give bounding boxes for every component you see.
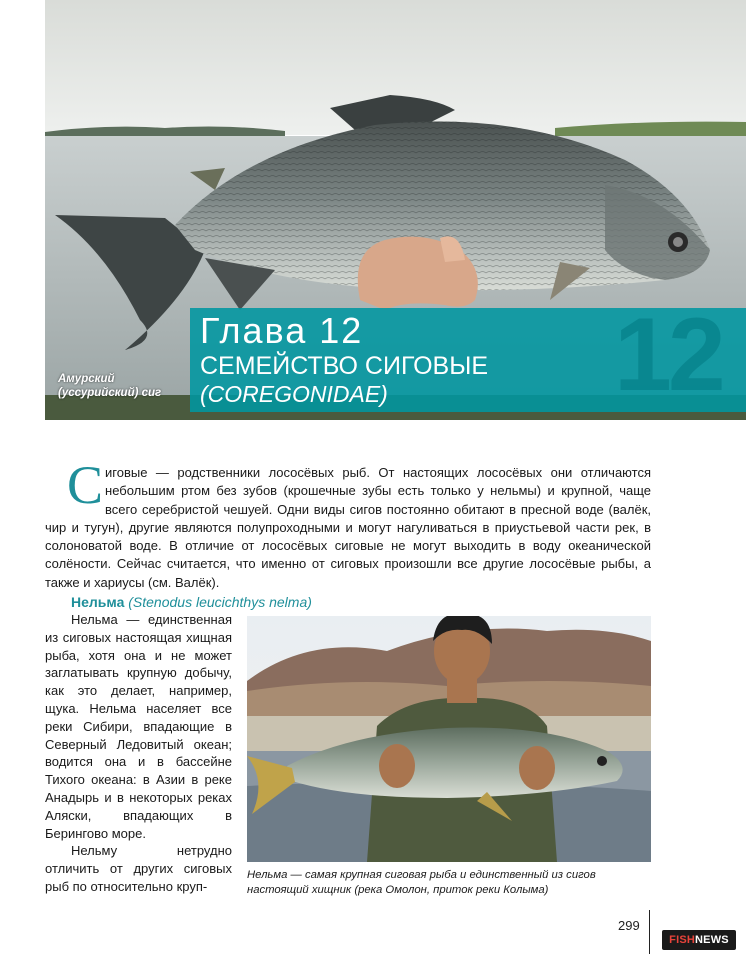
nelma-photo-image	[247, 616, 651, 862]
chapter-number-large: 12	[614, 297, 722, 413]
chapter-title: Глава 12	[200, 310, 364, 351]
section-paragraph-1: Нельма — единственная из сиговых настоящая хищная рыба, хотя она и не может заглатывать крупную добычу, как это делает, например, щука. Нельма населяет все реки Сибири, впадающие в Северный Ледовитый океан; водится она и в бассейне Тихого океана: в Азии в реке Анадырь и в некоторых реках Аляски, впадающих в Берингово море.	[45, 612, 232, 841]
intro-text: иговые — родственники лососёвых рыб. От настоящих лососёвых они отличаются небольшим ртом без зубов (крошечные зубы есть только у нельмы) и крупной, чаще всего серебристой чешуей. Одни виды сигов постоянно обитают в пресной воде (валёк, чир и тугун), другие являются полупроходными и могут нагуливаться в приустьевой части рек, в солоноватой воде. В отличие от лососёвых сиговые не могут выходить в воду океанической солёности. Сейчас считается, что именно от сиговых произошли все другие лососёвые рыбы, а также и хариусы (см. Валёк).	[45, 465, 651, 590]
section-column-text	[45, 611, 232, 896]
hero-photo-caption	[58, 372, 198, 400]
fishnews-watermark	[662, 930, 736, 950]
section-paragraph-2: Нельму нетрудно отличить от других сиговых рыб по относительно круп-	[45, 843, 232, 894]
section-heading	[71, 594, 312, 610]
nelma-photo	[247, 616, 651, 862]
section-heading-name: Нельма	[71, 594, 125, 610]
page-number: 299	[618, 918, 640, 933]
watermark-part-a: FISH	[669, 934, 696, 946]
watermark-part-b: NEWS	[695, 934, 729, 946]
drop-cap: С	[67, 455, 104, 515]
section-heading-latin: (Stenodus leucichthys nelma)	[128, 594, 312, 610]
intro-paragraph	[45, 455, 651, 592]
chapter-subtitle: СЕМЕЙСТВО СИГОВЫЕ	[200, 352, 489, 380]
hero-caption-line2: (уссурийский) сиг	[58, 387, 162, 399]
nelma-photo-caption: Нельма — самая крупная сиговая рыба и единственный из сигов настоящий хищник (река Омолон, приток реки Колыма)	[247, 869, 596, 896]
chapter-latin-name: (COREGONIDAE)	[200, 381, 388, 407]
hero-caption-line1: Амурский	[58, 373, 115, 385]
page-number-rule	[649, 910, 650, 954]
